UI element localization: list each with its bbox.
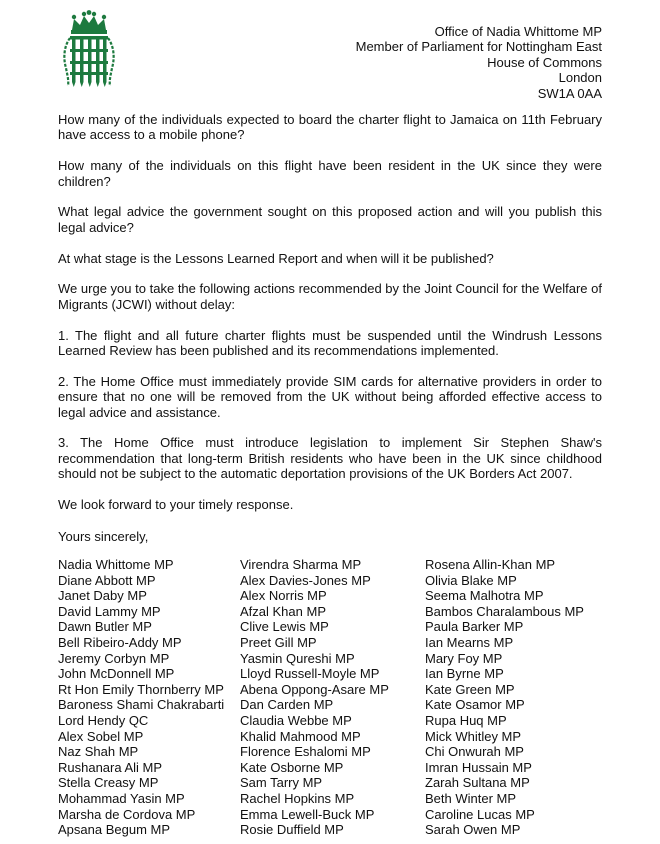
signatory-name: David Lammy MP <box>58 603 161 619</box>
signatory-name: Rosena Allin-Khan MP <box>425 557 556 572</box>
signatory-name: Paula Barker MP <box>425 619 524 635</box>
signatory-name: Nadia Whittome MP <box>58 557 174 572</box>
paragraph-action-2: 2. The Home Office must immediately provide SIM cards for alternative providers in order to ensure that no one will be removed from the UK without being afforded effective access to legal advice and assistance. <box>58 373 602 420</box>
signatory-name: Virendra Sharma MP <box>240 557 362 572</box>
signatory-name: Janet Daby MP <box>58 588 147 604</box>
signatory-name: Lord Hendy QC <box>58 712 149 728</box>
signatory-name: Beth Winter MP <box>425 790 517 806</box>
address-line-postcode: SW1A 0AA <box>537 85 602 101</box>
paragraph-question-legal-advice: What legal advice the government sought on this proposed action and will you publish this legal advice? <box>58 204 602 235</box>
signatory-name: Kate Green MP <box>425 681 515 697</box>
signatory-name: Baroness Shami Chakrabarti <box>58 697 225 713</box>
signatory-name: Rosie Duffield MP <box>240 822 344 838</box>
signatory-name: Chi Onwurah MP <box>425 744 524 760</box>
portcullis-icon <box>60 10 118 90</box>
address-line-office: Office of Nadia Whittome MP <box>434 24 602 39</box>
signatory-name: Stella Creasy MP <box>58 775 159 791</box>
signatory-name: Rt Hon Emily Thornberry MP <box>58 681 224 697</box>
signatory-name: Abena Oppong-Asare MP <box>240 681 389 697</box>
signatory-name: Emma Lewell-Buck MP <box>240 806 375 822</box>
paragraph-action-3: 3. The Home Office must introduce legislation to implement Sir Stephen Shaw's recommendation that long-term British residents who have been in the UK since childhood should not be subject to the automatic deportation provisions of the UK Borders Act 2007. <box>58 435 602 482</box>
signatory-name: Apsana Begum MP <box>58 822 171 838</box>
signatory-name: Alex Sobel MP <box>58 728 144 744</box>
address-line-house: House of Commons <box>487 54 602 70</box>
signatory-name: Jeremy Corbyn MP <box>58 650 170 666</box>
signatory-name: Bell Ribeiro-Addy MP <box>58 634 182 650</box>
signatory-name: Mary Foy MP <box>425 650 503 666</box>
signatory-name: Alex Davies-Jones MP <box>240 572 371 588</box>
signatory-name: Bambos Charalambous MP <box>425 603 584 619</box>
signatory-name: Alex Norris MP <box>240 588 327 604</box>
signatory-column-2 <box>240 557 389 838</box>
signatory-name: Olivia Blake MP <box>425 572 517 588</box>
signatory-name: Afzal Khan MP <box>240 603 326 619</box>
signatory-column-3 <box>425 557 584 838</box>
signatory-name: Sam Tarry MP <box>240 775 323 791</box>
signatory-name: Kate Osborne MP <box>240 759 344 775</box>
paragraph-closing: We look forward to your timely response. <box>58 497 294 513</box>
signatory-column-1 <box>58 557 224 838</box>
paragraph-question-lessons-learned: At what stage is the Lessons Learned Report and when will it be published? <box>58 250 494 266</box>
signatory-name: Mick Whitley MP <box>425 728 522 744</box>
address-line-city: London <box>558 70 602 86</box>
paragraph-question-phone: How many of the individuals expected to board the charter flight to Jamaica on 11th February have access to a mobile phone? <box>58 112 602 143</box>
signatory-name: Seema Malhotra MP <box>425 588 544 604</box>
signatory-name: Clive Lewis MP <box>240 619 329 635</box>
signatory-name: Rupa Huq MP <box>425 712 507 728</box>
signatory-name: Dan Carden MP <box>240 697 334 713</box>
signatory-name: Imran Hussain MP <box>425 759 532 775</box>
signatory-name: Kate Osamor MP <box>425 697 525 713</box>
signoff: Yours sincerely, <box>58 529 149 544</box>
signatory-name: Ian Mearns MP <box>425 634 514 650</box>
signatory-name: Yasmin Qureshi MP <box>240 650 355 666</box>
signatory-name: Claudia Webbe MP <box>240 712 352 728</box>
signatory-name: Dawn Butler MP <box>58 619 152 635</box>
signatory-name: Ian Byrne MP <box>425 666 504 682</box>
paragraph-urge-actions: We urge you to take the following actions recommended by the Joint Council for the Welfare of Migrants (JCWI) without delay: <box>58 281 602 312</box>
address-line-role: Member of Parliament for Nottingham East <box>355 39 602 55</box>
signatory-name: Zarah Sultana MP <box>425 775 530 791</box>
signatory-name: Preet Gill MP <box>240 634 317 650</box>
signatory-name: Lloyd Russell-Moyle MP <box>240 666 380 682</box>
signatory-name: Florence Eshalomi MP <box>240 744 371 760</box>
signatory-name: Diane Abbott MP <box>58 572 156 588</box>
letter-body <box>58 112 602 528</box>
signatory-name: Rachel Hopkins MP <box>240 790 355 806</box>
signatory-name: Rushanara Ali MP <box>58 759 163 775</box>
paragraph-action-1: 1. The flight and all future charter flights must be suspended until the Windrush Lessons Learned Review has been published and its recommendations implemented. <box>58 327 602 359</box>
sender-address <box>356 24 602 101</box>
signatory-name: Naz Shah MP <box>58 744 139 760</box>
signatory-name: Marsha de Cordova MP <box>58 806 196 822</box>
signatory-name: Mohammad Yasin MP <box>58 790 185 806</box>
signatory-name: Sarah Owen MP <box>425 822 521 838</box>
signatory-name: Khalid Mahmood MP <box>240 728 361 744</box>
signatory-name: Caroline Lucas MP <box>425 806 535 822</box>
signatory-name: John McDonnell MP <box>58 666 175 682</box>
paragraph-question-residence: How many of the individuals on this flight have been resident in the UK since they were children? <box>58 158 602 189</box>
